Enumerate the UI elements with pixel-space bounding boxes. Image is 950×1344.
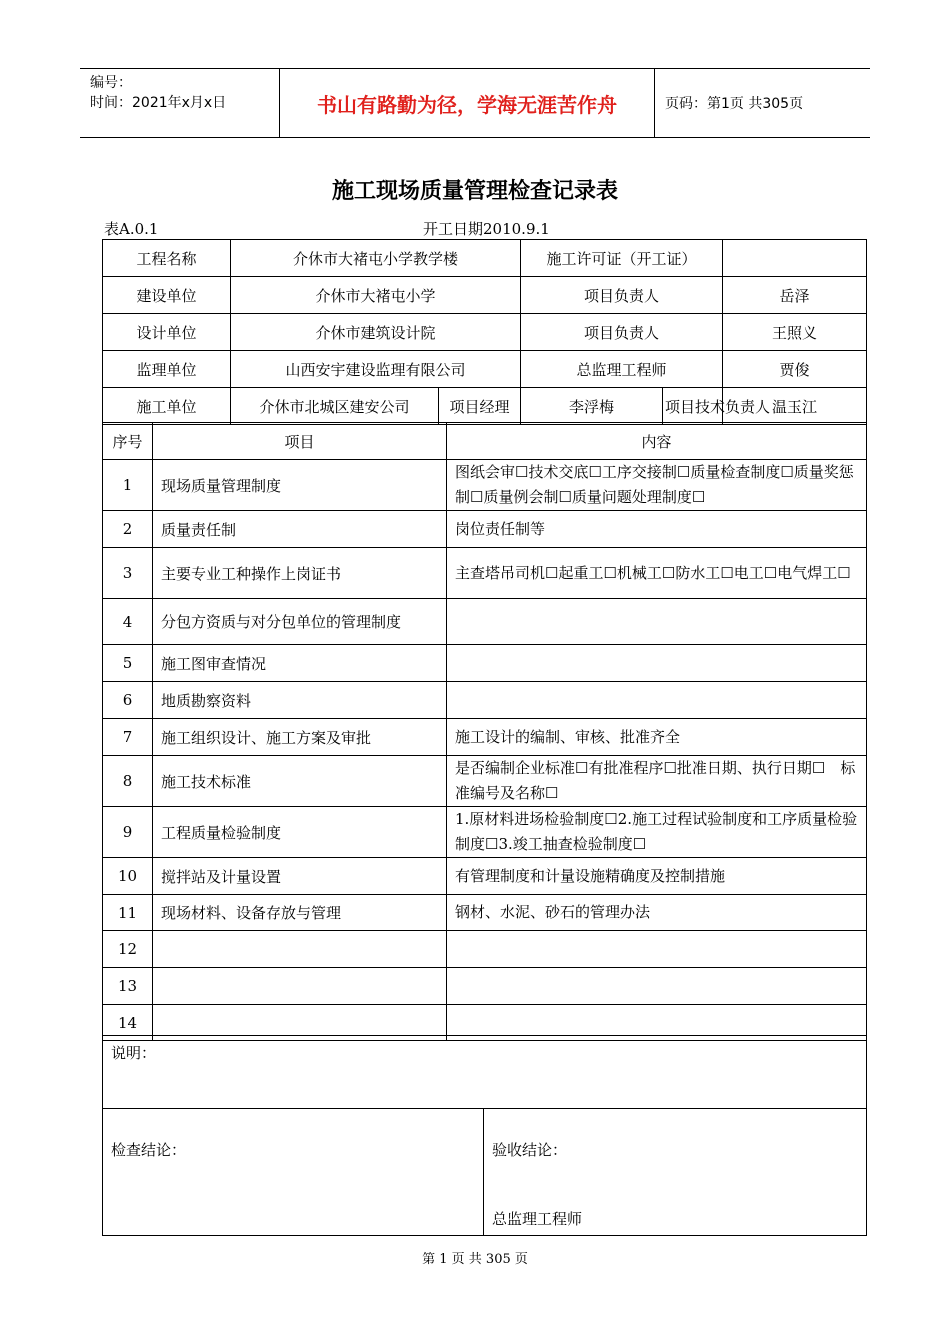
document-title: 施工现场质量管理检查记录表 bbox=[331, 178, 618, 204]
supervisor-label: 监理单位 bbox=[103, 351, 231, 388]
row-no: 11 bbox=[103, 895, 153, 931]
row-no: 8 bbox=[103, 756, 153, 807]
table-row bbox=[103, 460, 867, 511]
project-name: 介休市大褚屯小学教学楼 bbox=[231, 240, 521, 277]
row-no: 7 bbox=[103, 719, 153, 756]
start-date: 开工日期2010.9.1 bbox=[423, 220, 550, 238]
row-item: 主要专业工种操作上岗证书 bbox=[153, 548, 447, 599]
design-pm: 王照义 bbox=[723, 314, 867, 351]
row-content: 图纸会审☐技术交底☐工序交接制☐质量检查制度☐质量奖惩制☐质量例会制☐质量问题处理制度☐ bbox=[447, 460, 867, 511]
motto: 书山有路勤为径，学海无涯苦作舟 bbox=[280, 69, 655, 137]
notes-label: 说明： bbox=[103, 1036, 867, 1109]
row-content: 是否编制企业标准☐有批准程序☐批准日期、执行日期☐ 标准编号及名称☐ bbox=[447, 756, 867, 807]
row-no: 3 bbox=[103, 548, 153, 599]
row-item: 搅拌站及计量设置 bbox=[153, 858, 447, 895]
row-content: 岗位责任制等 bbox=[447, 511, 867, 548]
manager-label: 项目经理 bbox=[439, 388, 521, 425]
row-content bbox=[447, 645, 867, 682]
row-no: 12 bbox=[103, 931, 153, 968]
owner-value: 介休市大褚屯小学 bbox=[231, 277, 521, 314]
row-no: 2 bbox=[103, 511, 153, 548]
row-content: 钢材、水泥、砂石的管理办法 bbox=[447, 895, 867, 931]
table-row bbox=[103, 931, 867, 968]
check-items-table bbox=[102, 422, 867, 1041]
table-row bbox=[103, 599, 867, 645]
row-item: 施工图审查情况 bbox=[153, 645, 447, 682]
supervisor-value: 山西安宇建设监理有限公司 bbox=[231, 351, 521, 388]
page-footer: 第 1 页 共 305 页 bbox=[422, 1252, 528, 1267]
manager-value: 李浮梅 bbox=[521, 388, 663, 425]
row-item: 现场质量管理制度 bbox=[153, 460, 447, 511]
chief-label: 总监理工程师 bbox=[521, 351, 723, 388]
row-no: 9 bbox=[103, 807, 153, 858]
page-header bbox=[80, 68, 870, 138]
table-row bbox=[103, 895, 867, 931]
row-item: 分包方资质与对分包单位的管理制度 bbox=[153, 599, 447, 645]
info-row-owner bbox=[103, 277, 867, 314]
design-value: 介休市建筑设计院 bbox=[231, 314, 521, 351]
row-item: 质量责任制 bbox=[153, 511, 447, 548]
table-row bbox=[103, 858, 867, 895]
info-row-project bbox=[103, 240, 867, 277]
info-row-supervisor bbox=[103, 351, 867, 388]
row-item: 地质勘察资料 bbox=[153, 682, 447, 719]
design-label: 设计单位 bbox=[103, 314, 231, 351]
row-content bbox=[447, 968, 867, 1005]
row-no: 5 bbox=[103, 645, 153, 682]
row-content: 施工设计的编制、审核、批准齐全 bbox=[447, 719, 867, 756]
time-label: 时间：2021年x月x日 bbox=[90, 95, 227, 111]
design-pm-label: 项目负责人 bbox=[521, 314, 723, 351]
accept-conclusion: 验收结论： bbox=[492, 1141, 568, 1159]
permit-value bbox=[723, 240, 867, 277]
table-row bbox=[103, 511, 867, 548]
row-content: 1.原材料进场检验制度☐2.施工过程试验制度和工序质量检验制度☐3.竣工抽查检验制度☐ bbox=[447, 807, 867, 858]
row-item bbox=[153, 968, 447, 1005]
contractor-label: 施工单位 bbox=[103, 388, 231, 425]
col-header-content: 内容 bbox=[447, 423, 867, 460]
row-item: 工程质量检验制度 bbox=[153, 807, 447, 858]
project-name-label: 工程名称 bbox=[103, 240, 231, 277]
row-item: 现场材料、设备存放与管理 bbox=[153, 895, 447, 931]
table-row bbox=[103, 756, 867, 807]
permit-label: 施工许可证（开工证） bbox=[521, 240, 723, 277]
row-no: 13 bbox=[103, 968, 153, 1005]
tech-value: 温玉江 bbox=[723, 388, 867, 425]
check-conclusion: 检查结论： bbox=[103, 1109, 484, 1236]
code-label: 编号： bbox=[90, 75, 132, 91]
chief-value: 贾俊 bbox=[723, 351, 867, 388]
info-row-design bbox=[103, 314, 867, 351]
items-header-row bbox=[103, 423, 867, 460]
accept-conclusion-cell bbox=[484, 1109, 867, 1236]
row-no: 6 bbox=[103, 682, 153, 719]
table-row bbox=[103, 548, 867, 599]
row-item: 施工组织设计、施工方案及审批 bbox=[153, 719, 447, 756]
form-number: 表A.0.1 bbox=[104, 220, 159, 238]
notes-row bbox=[103, 1036, 867, 1109]
header-meta bbox=[80, 69, 280, 137]
row-item bbox=[153, 931, 447, 968]
owner-pm: 岳泽 bbox=[723, 277, 867, 314]
col-header-no: 序号 bbox=[103, 423, 153, 460]
table-row bbox=[103, 645, 867, 682]
row-content bbox=[447, 599, 867, 645]
row-no: 1 bbox=[103, 460, 153, 511]
tech-label: 项目技术负责人 bbox=[663, 388, 723, 425]
table-row bbox=[103, 968, 867, 1005]
conclusion-row bbox=[103, 1109, 867, 1236]
row-item: 施工技术标准 bbox=[153, 756, 447, 807]
row-no: 14 bbox=[103, 1005, 153, 1041]
chief-engineer-label: 总监理工程师 bbox=[492, 1210, 583, 1228]
row-content: 主查塔吊司机☐起重工☐机械工☐防水工☐电工☐电气焊工☐ bbox=[447, 548, 867, 599]
page-indicator: 页码：第1页 共305页 bbox=[665, 96, 804, 112]
conclusion-table bbox=[102, 1035, 867, 1236]
row-no: 4 bbox=[103, 599, 153, 645]
project-info-table bbox=[102, 239, 867, 425]
table-row bbox=[103, 682, 867, 719]
row-no: 10 bbox=[103, 858, 153, 895]
row-content bbox=[447, 682, 867, 719]
table-row bbox=[103, 807, 867, 858]
owner-pm-label: 项目负责人 bbox=[521, 277, 723, 314]
row-content: 有管理制度和计量设施精确度及控制措施 bbox=[447, 858, 867, 895]
contractor-value: 介休市北城区建安公司 bbox=[231, 388, 439, 425]
row-content bbox=[447, 931, 867, 968]
info-row-contractor bbox=[103, 388, 867, 425]
owner-label: 建设单位 bbox=[103, 277, 231, 314]
table-row bbox=[103, 719, 867, 756]
col-header-item: 项目 bbox=[153, 423, 447, 460]
